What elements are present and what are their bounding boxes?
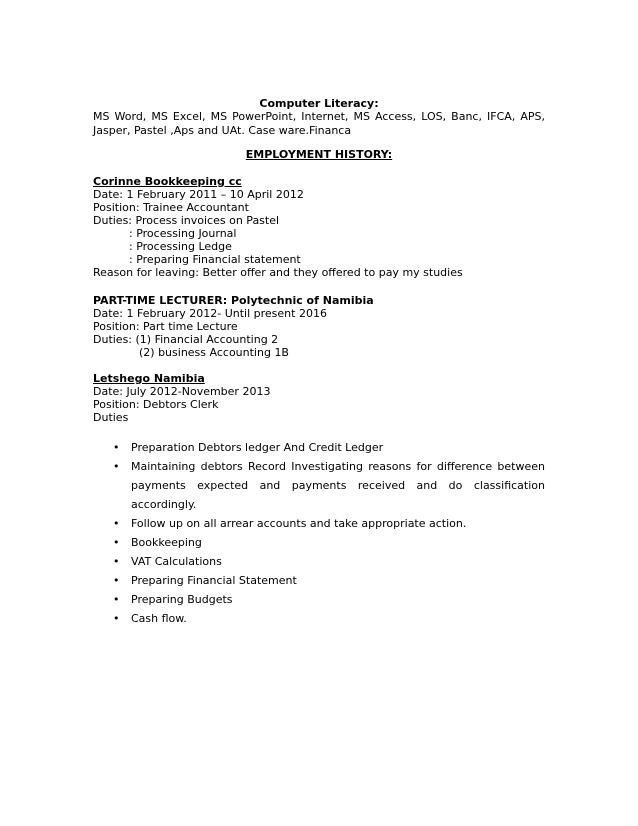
- job1-sub-duty: : Processing Ledge: [129, 240, 232, 253]
- job2-duties: Duties: (1) Financial Accounting 2: [93, 333, 279, 346]
- duty-text: Preparing Budgets: [131, 593, 233, 606]
- list-item: [93, 457, 545, 514]
- bullet-icon: •: [113, 555, 120, 568]
- job1-duties: Duties: Process invoices on Pastel: [93, 214, 280, 227]
- job1-sub-duty: : Processing Journal: [129, 227, 237, 240]
- job1-date: Date: 1 February 2011 – 10 April 2012: [93, 188, 304, 201]
- job2-position: Position: Part time Lecture: [93, 320, 238, 333]
- list-item: [93, 552, 545, 571]
- job1-reason: Reason for leaving: Better offer and they offered to pay my studies: [93, 266, 463, 279]
- duty-text: Maintaining debtors Record Investigating reasons for difference between payments expected and payments received and do classification accordingly.: [131, 460, 545, 511]
- bullet-icon: •: [113, 460, 120, 473]
- computer-literacy-text: MS Word, MS Excel, MS PowerPoint, Internet, MS Access, LOS, Banc, IFCA, APS, Jasper, Pastel ,Aps and UAt. Case ware.Financa: [93, 110, 545, 137]
- job1-employer: Corinne Bookkeeping cc: [93, 175, 242, 188]
- job1-position: Position: Trainee Accountant: [93, 201, 249, 214]
- employment-history-heading: EMPLOYMENT HISTORY:: [245, 148, 393, 161]
- list-item: [93, 514, 545, 533]
- list-item: [93, 571, 545, 590]
- bullet-icon: •: [113, 517, 120, 530]
- duty-text: Bookkeeping: [131, 536, 202, 549]
- job3-position: Position: Debtors Clerk: [93, 398, 219, 411]
- computer-literacy-heading: Computer Literacy:: [259, 97, 379, 110]
- duty-text: Preparation Debtors ledger And Credit Ledger: [131, 441, 384, 454]
- list-item: [93, 438, 545, 457]
- job2-duties-2: (2) business Accounting 1B: [139, 346, 289, 359]
- list-item: [93, 590, 545, 609]
- duty-text: Preparing Financial Statement: [131, 574, 297, 587]
- job3-duties-list: [93, 438, 545, 628]
- bullet-icon: •: [113, 593, 120, 606]
- list-item: [93, 609, 545, 628]
- job2-date: Date: 1 February 2012- Until present 2016: [93, 307, 327, 320]
- list-item: [93, 533, 545, 552]
- duty-text: Cash flow.: [131, 612, 187, 625]
- bullet-icon: •: [113, 612, 120, 625]
- bullet-icon: •: [113, 574, 120, 587]
- job-letshego-namibia: [93, 372, 545, 628]
- job2-employer: PART-TIME LECTURER: Polytechnic of Namibia: [93, 294, 374, 307]
- duty-text: Follow up on all arrear accounts and take appropriate action.: [131, 517, 467, 530]
- job1-sub-duty: : Preparing Financial statement: [129, 253, 301, 266]
- bullet-icon: •: [113, 536, 120, 549]
- job-polytechnic-lecturer: [93, 294, 545, 359]
- bullet-icon: •: [113, 441, 120, 454]
- resume-page: [93, 97, 545, 628]
- job3-date: Date: July 2012-November 2013: [93, 385, 271, 398]
- job3-duties-label: Duties: [93, 411, 129, 424]
- job-corinne-bookkeeping: [93, 175, 545, 279]
- duty-text: VAT Calculations: [131, 555, 222, 568]
- job3-employer: Letshego Namibia: [93, 372, 205, 385]
